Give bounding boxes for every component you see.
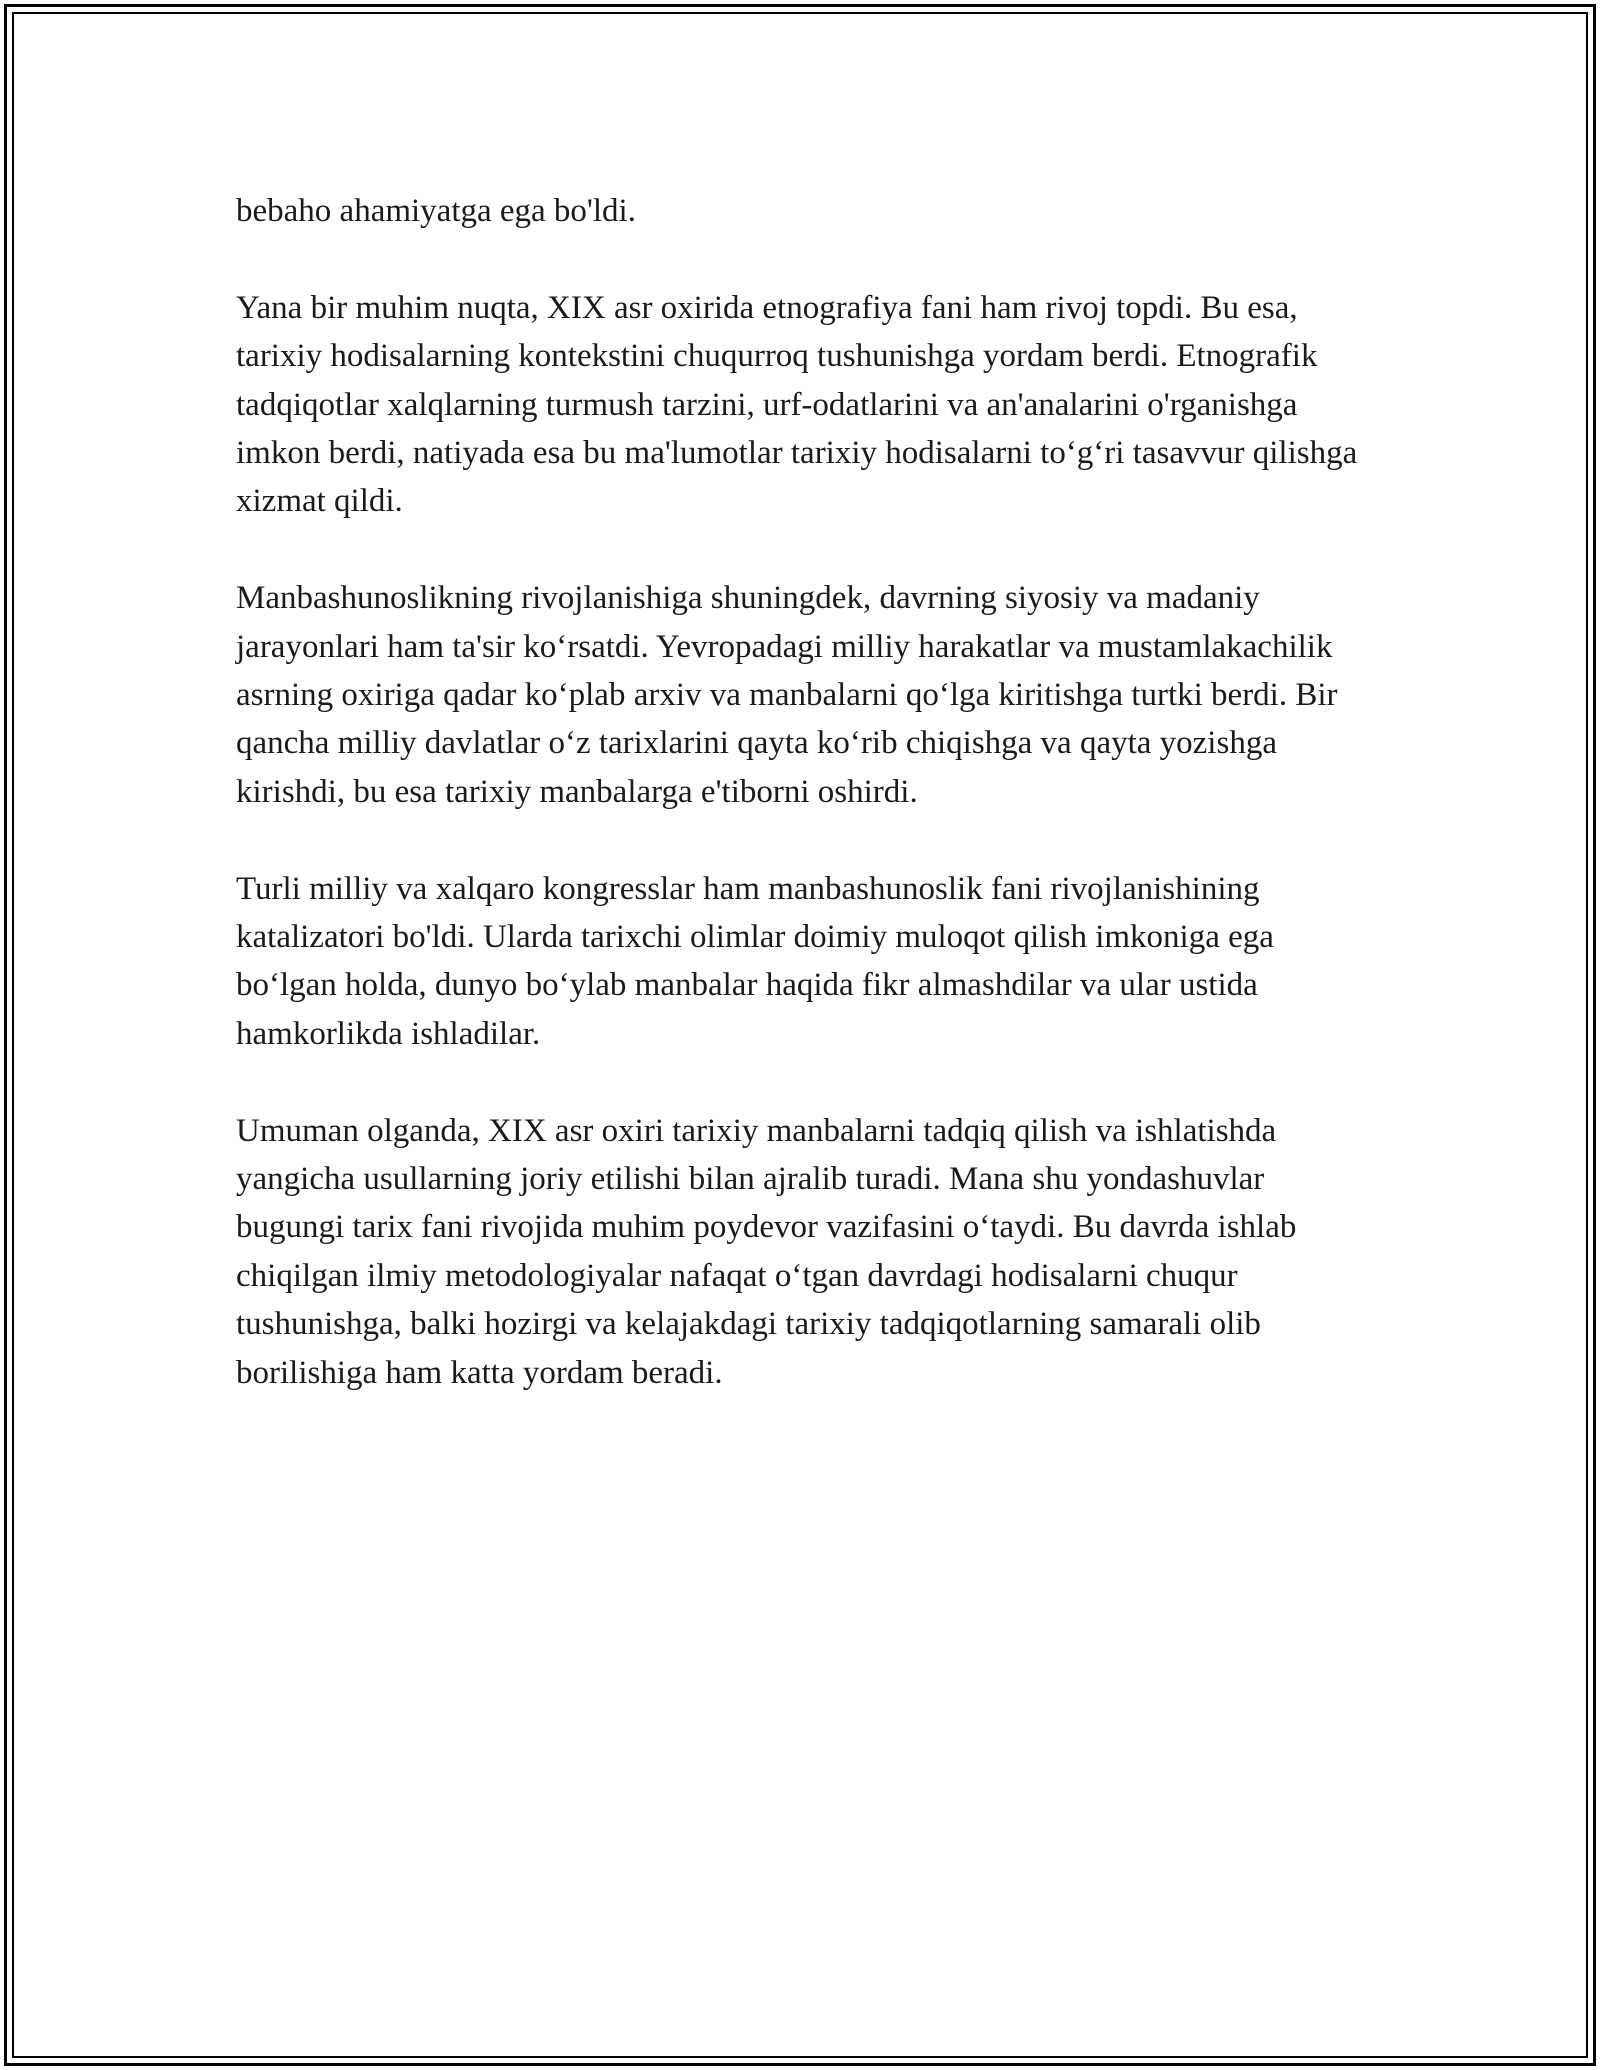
paragraph-2: Yana bir muhim nuqta, XIX asr oxirida etnografiya fani ham rivoj topdi. Bu esa, tarixiy hodisalarning kontekstini chuqurroq tushunishga yordam berdi. Etnografik tadqiqotlar xalqlarning turmush tarzini, urf-odatlarini va an'analarini o'rganishga imkon berdi, natiyada esa bu ma'lumotlar tarixiy hodisalarni to‘g‘ri tasavvur qilishga xizmat qildi. [236,289,1358,520]
paragraph-3: Manbashunoslikning rivojlanishiga shuningdek, davrning siyosiy va madaniy jarayonlari ham ta'sir ko‘rsatdi. Yevropadagi milliy harakatlar va mustamlakachilik asrning oxiriga qadar ko‘plab arxiv va manbalarni qo‘lga kiritishga turtki berdi. Bir qancha milliy davlatlar o‘z tarixlarini qayta ko‘rib chiqishga va qayta yozishga kirishdi, bu esa tarixiy manbalarga e'tiborni oshirdi. [236,580,1338,810]
paragraph-5: Umuman olganda, XIX asr oxiri tarixiy manbalarni tadqiq qilish va ishlatishda yangicha usullarning joriy etilishi bilan ajralib turadi. Mana shu yondashuvlar bugungi tarix fani rivojida muhim poydevor vazifasini o‘taydi. Bu davrda ishlab chiqilgan ilmiy metodologiyalar nafaqat o‘tgan davrdagi hodisalarni chuqur tushunishga, balki hozirgi va kelajakdagi tarixiy tadqiqotlarning samarali olib borilishiga ham katta yordam beradi. [236,1112,1297,1391]
document-body [236,187,1366,1445]
paragraph-1: bebaho ahamiyatga ega bo'ldi. [236,193,636,229]
paragraph-4: Turli milliy va xalqaro kongresslar ham manbashunoslik fani rivojlanishining katalizatori bo'ldi. Ularda tarixchi olimlar doimiy muloqot qilish imkoniga ega bo‘lgan holda, dunyo bo‘ylab manbalar haqida fikr almashdilar va ular ustida hamkorlikda ishladilar. [236,870,1274,1052]
